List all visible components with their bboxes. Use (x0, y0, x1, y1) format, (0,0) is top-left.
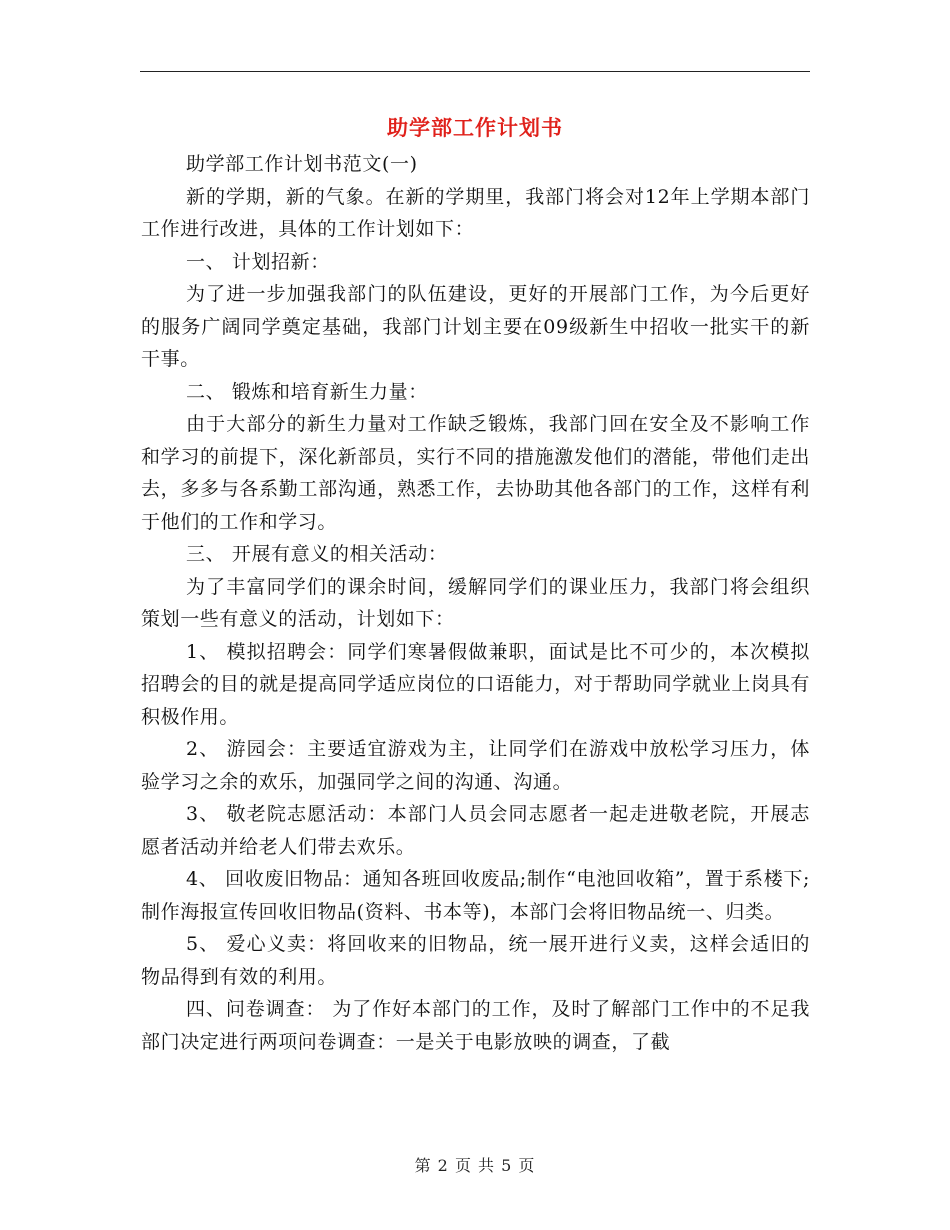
list-item-nursing-home: 3、 敬老院志愿活动：本部门人员会同志愿者一起走进敬老院，开展志愿者活动并给老人们带去欢乐。 (141, 803, 810, 858)
page-number-footer: 第 2 页 共 5 页 (414, 1156, 536, 1175)
list-item-recycling: 4、 回收废旧物品：通知各班回收废品;制作“电池回收箱”，置于系楼下;制作海报宣传回收旧物品(资料、书本等)，本部门会将旧物品统一、归类。 (141, 868, 810, 923)
section-heading-activities: 三、 开展有意义的相关活动： (186, 543, 448, 565)
section-heading-training: 二、 锻炼和培育新生力量： (186, 380, 428, 403)
paragraph-recruit: 为了进一步加强我部门的队伍建设，更好的开展部门工作，为今后更好的服务广阔同学奠定基础，我部门计划主要在09级新生中招收一批实干的新干事。 (141, 283, 810, 370)
paragraph-training: 由于大部分的新生力量对工作缺乏锻炼，我部门回在安全及不影响工作和学习的前提下，深化新部员，实行不同的措施激发他们的潜能，带他们走出去，多多与各系勤工部沟通，熟悉工作，去协助其他各部门的工作，这样有利于他们的工作和学习。 (141, 413, 810, 533)
document-body (141, 148, 810, 1058)
document-title: 助学部工作计划书 (387, 115, 563, 140)
paragraph-subtitle: 助学部工作计划书范文(一) (186, 153, 418, 175)
header-rule (140, 71, 810, 72)
section-heading-recruit: 一、 计划招新： (186, 250, 330, 273)
list-item-garden-party: 2、 游园会：主要适宜游戏为主，让同学们在游戏中放松学习压力，体验学习之余的欢乐，加强同学之间的沟通、沟通。 (141, 738, 810, 793)
section-questionnaire: 四、问卷调查： 为了作好本部门的工作，及时了解部门工作中的不足我部门决定进行两项问卷调查：一是关于电影放映的调查，了截 (141, 998, 810, 1053)
paragraph-intro: 新的学期，新的气象。在新的学期里，我部门将会对12年上学期本部门工作进行改进，具体的工作计划如下： (141, 185, 810, 240)
paragraph-activities: 为了丰富同学们的课余时间，缓解同学们的课业压力，我部门将会组织策划一些有意义的活动，计划如下： (141, 575, 810, 630)
list-item-job-fair: 1、 模拟招聘会：同学们寒暑假做兼职，面试是比不可少的，本次模拟招聘会的目的就是提高同学适应岗位的口语能力，对于帮助同学就业上岗具有积极作用。 (141, 640, 810, 728)
list-item-charity-sale: 5、 爱心义卖：将回收来的旧物品，统一展开进行义卖，这样会适旧的物品得到有效的利用。 (141, 933, 810, 988)
